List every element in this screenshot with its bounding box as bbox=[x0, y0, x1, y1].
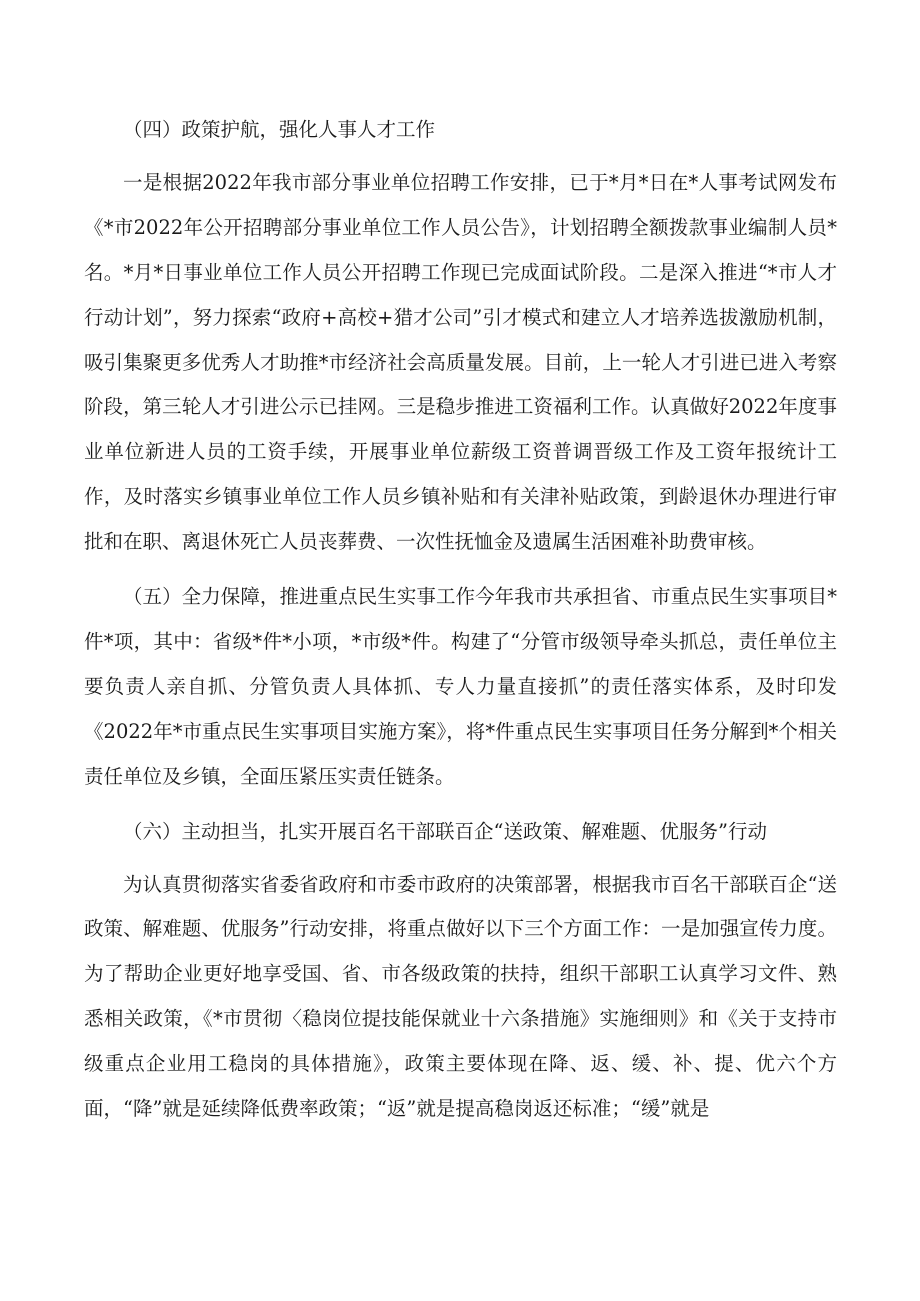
document-page bbox=[84, 108, 837, 1132]
paragraph-enterprise-service: 为认真贯彻落实省委省政府和市委市政府的决策部署，根据我市百名干部联百企“送政策、解难题、优服务”行动安排，将重点做好以下三个方面工作：一是加强宣传力度。为了帮助企业更好地享受国、省、市各级政策的扶持，组织干部职工认真学习文件、熟悉相关政策，《*市贯彻〈稳岗位提技能保就业十六条措施》实施细则》和《关于支持市级重点企业用工稳岗的具体措施》，政策主要体现在降、返、缓、补、提、优六个方面，“降”就是延续降低费率政策；“返”就是提高稳岗返还标准；“缓”就是 bbox=[84, 872, 837, 1121]
paragraph-personnel-talent: 一是根据2022年我市部分事业单位招聘工作安排，已于*月*日在*人事考试网发布《*市2022年公开招聘部分事业单位工作人员公告》，计划招聘全额拨款事业编制人员*名。*月*日事业单位工作人员公开招聘工作现已完成面试阶段。二是深入推进“*市人才行动计划”，努力探索“政府+高校+猎才公司”引才模式和建立人才培养选拔激励机制，吸引集聚更多优秀人才助推*市经济社会高质量发展。目前，上一轮人才引进已进入考察阶段，第三轮人才引进公示已挂网。三是稳步推进工资福利工作。认真做好2022年度事业单位新进人员的工资手续，开展事业单位薪级工资普调晋级工作及工资年报统计工作，及时落实乡镇事业单位工作人员乡镇补贴和有关津补贴政策，到龄退休办理进行审批和在职、离退休死亡人员丧葬费、一次性抚恤金及遗属生活困难补助费审核。 bbox=[84, 170, 837, 554]
section-heading-6: （六）主动担当，扎实开展百名干部联百企“送政策、解难题、优服务”行动 bbox=[123, 819, 767, 843]
section-heading-4: （四）政策护航，强化人事人才工作 bbox=[123, 118, 436, 141]
paragraph-livelihood-projects: （五）全力保障，推进重点民生实事工作今年我市共承担省、市重点民生实事项目*件*项，其中：省级*件*小项，*市级*件。构建了“分管市级领导牵头抓总，责任单位主要负责人亲自抓、分管负责人具体抓、专人力量直接抓”的责任落实体系，及时印发《2022年*市重点民生实事项目实施方案》，将*件重点民生实事项目任务分解到*个相关责任单位及乡镇，全面压紧压实责任链条。 bbox=[84, 585, 837, 788]
